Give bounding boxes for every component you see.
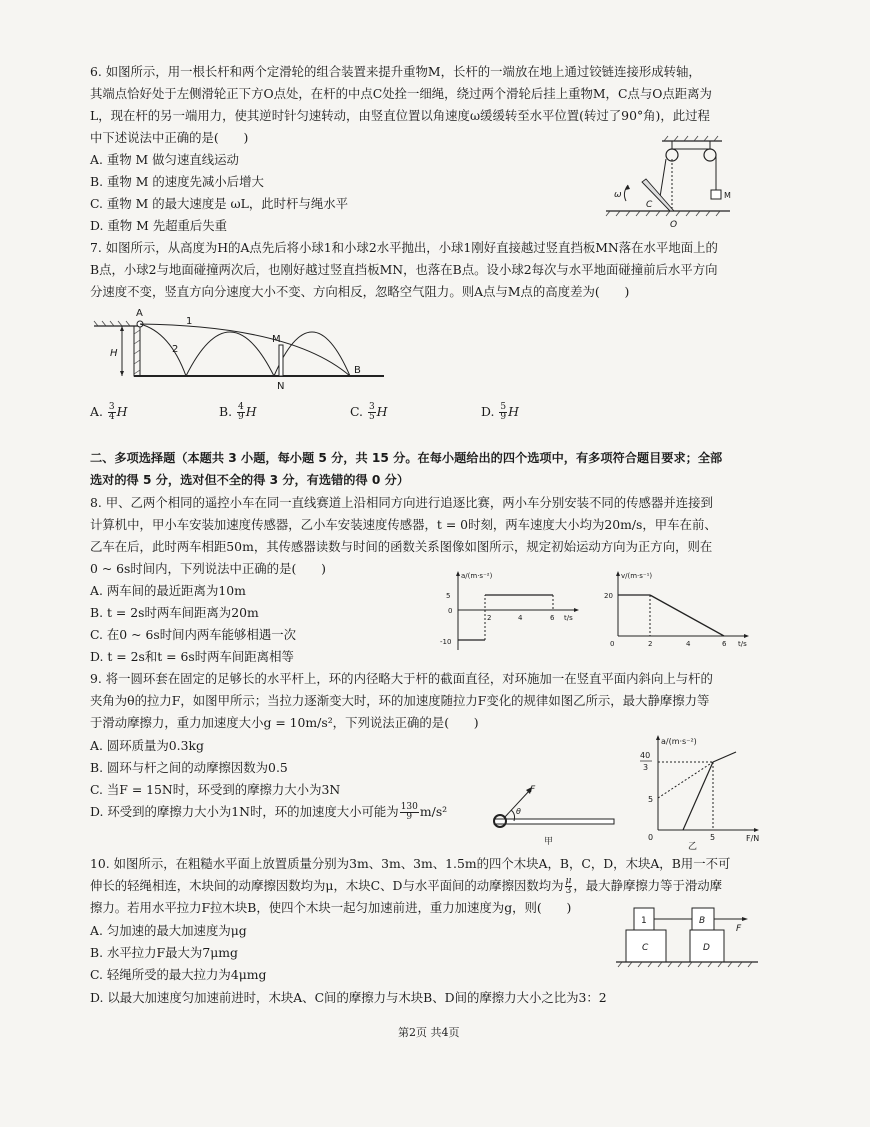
q10-option-a: A. 匀加速的最大加速度为μg xyxy=(90,923,247,938)
q10-option-b: B. 水平拉力F最大为7μmg xyxy=(90,945,238,960)
q6-label-o: O xyxy=(670,220,678,230)
q9-option-a: A. 圆环质量为0.3kg xyxy=(90,738,204,753)
q7-option-a: A. $\frac{3}{4}$ H xyxy=(90,402,128,422)
q8a-ytick-5: 5 xyxy=(446,592,451,600)
q6-option-a: A. 重物 M 做匀速直线运动 xyxy=(90,152,239,167)
q8v-xtick-6: 6 xyxy=(722,640,727,648)
q9-acceleration-force-graph xyxy=(628,732,778,852)
q8a-ytick-0: 0 xyxy=(448,607,453,615)
q8v-ylabel: v/(m·s⁻¹) xyxy=(621,572,653,580)
q8-option-d: D. t = 2s和t = 6s时两车间距离相等 xyxy=(90,649,294,664)
q9-line-2: 夹角为θ的拉力F，如图甲所示；当拉力逐渐变大时，环的加速度随拉力F变化的规律如图乙所示，最大静摩擦力等 xyxy=(90,693,710,708)
q7-label-1: 1 xyxy=(186,316,193,327)
q8-velocity-graph xyxy=(598,568,758,658)
q6-line-3: L，现在杆的另一端用力，使其逆时针匀速转动，由竖直位置以角速度ω缓缓转至水平位置(转过了90°角)，此过程 xyxy=(90,108,710,123)
q6-label-c: C xyxy=(646,200,653,210)
q10-blocks-figure xyxy=(612,900,762,972)
q8-option-c: C. 在0 ~ 6s时间内两车能够相遇一次 xyxy=(90,627,296,642)
q7-line-1: 7. 如图所示，从高度为H的A点先后将小球1和小球2水平抛出，小球1刚好直接越过竖直挡板MN落在水平地面上的 xyxy=(90,240,718,255)
q6-label-m: M xyxy=(724,191,731,200)
q10-label-b: B xyxy=(699,916,706,926)
q7-label-a: A xyxy=(136,308,143,319)
q7-label-h: H xyxy=(110,348,118,359)
q7-label-m: M xyxy=(272,334,281,345)
q8a-xtick-6: 6 xyxy=(550,614,555,622)
q10-label-f: F xyxy=(736,924,742,934)
q10-label-d: D xyxy=(703,943,710,953)
q8a-ylabel: a/(m·s⁻²) xyxy=(461,572,493,580)
q8-line-3: 乙车在后，此时两车相距50m，其传感器读数与时间的函数关系图像如图所示，规定初始运动方向为正方向，则在 xyxy=(90,539,713,554)
q8-option-a: A. 两车间的最近距离为10m xyxy=(90,583,246,598)
q6-line-2: 其端点恰好处于左侧滑轮正下方O点处，在杆的中点C处拴一细绳，绕过两个滑轮后挂上重物M，C点与O点距离为 xyxy=(90,86,712,101)
q7-option-d: D. $\frac{5}{9}$ H xyxy=(481,402,519,422)
q9-label-theta: θ xyxy=(516,807,521,816)
q6-label-omega: ω xyxy=(614,190,622,200)
section2-heading-line-1: 二、多项选择题（本题共 3 小题，每小题 5 分，共 15 分。在每小题给出的四个选项中，有多项符合题目要求；全部 xyxy=(90,451,723,465)
page-footer: 第2页 共4页 xyxy=(398,1026,460,1039)
q8v-xtick-4: 4 xyxy=(686,640,691,648)
q8a-xtick-2: 2 xyxy=(487,614,492,622)
q8-line-2: 计算机中，甲小车安装加速度传感器，乙小车安装速度传感器，t = 0时刻，两车速度大小均为20m/s，甲车在前、 xyxy=(90,517,717,532)
q7-projectile-figure xyxy=(92,302,392,390)
q7-option-b: B. $\frac{4}{9}$ H xyxy=(219,402,257,422)
q8a-xlabel: t/s xyxy=(564,614,573,622)
q9-label-f: F xyxy=(530,785,536,795)
section2-heading-line-2: 选对的得 5 分，选对但不全的得 3 分，有选错的得 0 分） xyxy=(90,473,410,487)
q10-label-a: 1 xyxy=(641,916,647,926)
q7-option-c: C. $\frac{3}{5}$ H xyxy=(350,402,388,422)
q6-option-c: C. 重物 M 的最大速度是 ωL，此时杆与绳水平 xyxy=(90,196,349,211)
q8-option-b: B. t = 2s时两车间距离为20m xyxy=(90,605,259,620)
q10-option-d: D. 以最大加速度匀加速前进时，木块A、C间的摩擦力与木块B、D间的摩擦力大小之比为3：2 xyxy=(90,990,607,1005)
q6-option-b: B. 重物 M 的速度先减小后增大 xyxy=(90,174,264,189)
q6-line-4: 中下述说法中正确的是( ) xyxy=(90,130,249,145)
q7-label-b: B xyxy=(354,365,361,376)
q9-xlabel: F/N xyxy=(746,834,760,843)
q10-line-1: 10. 如图所示，在粗糙水平面上放置质量分别为3m、3m、3m、1.5m的四个木块A，B，C，D，木块A，B用一不可 xyxy=(90,856,731,871)
q7-line-2: B点，小球2与地面碰撞两次后，也刚好越过竖直挡板MN，也落在B点。设小球2每次与水平地面碰撞前后水平方向 xyxy=(90,262,718,277)
q9-line-3: 于滑动摩擦力，重力加速度大小g = 10m/s²，下列说法正确的是( ) xyxy=(90,715,479,730)
q9-option-d: D. 环受到的摩擦力大小为1N时，环的加速度大小可能为 $\frac{130}{9}$ m/s² xyxy=(90,802,448,822)
q9-option-c: C. 当F = 15N时，环受到的摩擦力大小为3N xyxy=(90,782,341,797)
q8-line-1: 8. 甲、乙两个相同的遥控小车在同一直线赛道上沿相同方向进行追逐比赛，两小车分别安装不同的传感器并连接到 xyxy=(90,495,713,510)
q9-ytick-40: 40 xyxy=(640,751,651,760)
q7-label-2: 2 xyxy=(172,344,179,355)
q10-line-2: 伸长的轻绳相连，木块间的动摩擦因数均为μ，木块C、D与水平面间的动摩擦因数均为 $\frac{\mu}{3}$ ，最大静摩擦力等于滑动摩 xyxy=(90,876,723,896)
q9-caption-jia: 甲 xyxy=(544,837,554,847)
q9-line-1: 9. 将一圆环套在固定的足够长的水平杆上，环的内径略大于杆的截面直径，对环施加一在竖直平面内斜向上与杆的 xyxy=(90,671,713,686)
q8a-xtick-4: 4 xyxy=(518,614,523,622)
q9-caption-yi: 乙 xyxy=(688,842,698,852)
q8-line-4: 0 ~ 6s时间内，下列说法中正确的是( ) xyxy=(90,561,326,576)
q7-line-3: 分速度不变，竖直方向分速度大小不变、方向相反，忽略空气阻力。则A点与M点的高度差为( ) xyxy=(90,284,630,299)
q6-line-1: 6. 如图所示，用一根长杆和两个定滑轮的组合装置来提升重物M，长杆的一端放在地上通过铰链连接形成转轴， xyxy=(90,64,701,79)
q9-ytick-5: 5 xyxy=(648,795,654,804)
q9-xtick-0: 0 xyxy=(648,833,654,842)
q9-ytick-3: 3 xyxy=(643,763,649,772)
q8v-ytick-0: 0 xyxy=(610,640,615,648)
q9-xtick-5: 5 xyxy=(710,833,716,842)
q9-ylabel: a/(m·s⁻²) xyxy=(661,737,697,746)
q10-option-c: C. 轻绳所受的最大拉力为4μmg xyxy=(90,967,267,982)
q8v-ytick-20: 20 xyxy=(604,592,613,600)
q10-label-c: C xyxy=(642,943,649,953)
q10-line-3: 擦力。若用水平拉力F拉木块B，使四个木块一起匀加速前进，重力加速度为g，则( ) xyxy=(90,900,572,915)
q6-option-d: D. 重物 M 先超重后失重 xyxy=(90,218,228,233)
q8v-xlabel: t/s xyxy=(738,640,747,648)
q8-acceleration-graph xyxy=(428,568,588,658)
q9-ring-figure xyxy=(484,776,620,848)
q7-label-n: N xyxy=(277,381,285,390)
q8a-ytick-neg10: -10 xyxy=(440,638,452,646)
q9-option-b: B. 圆环与杆之间的动摩擦因数为0.5 xyxy=(90,760,288,775)
q6-pulley-figure xyxy=(600,135,760,235)
q8v-xtick-2: 2 xyxy=(648,640,653,648)
